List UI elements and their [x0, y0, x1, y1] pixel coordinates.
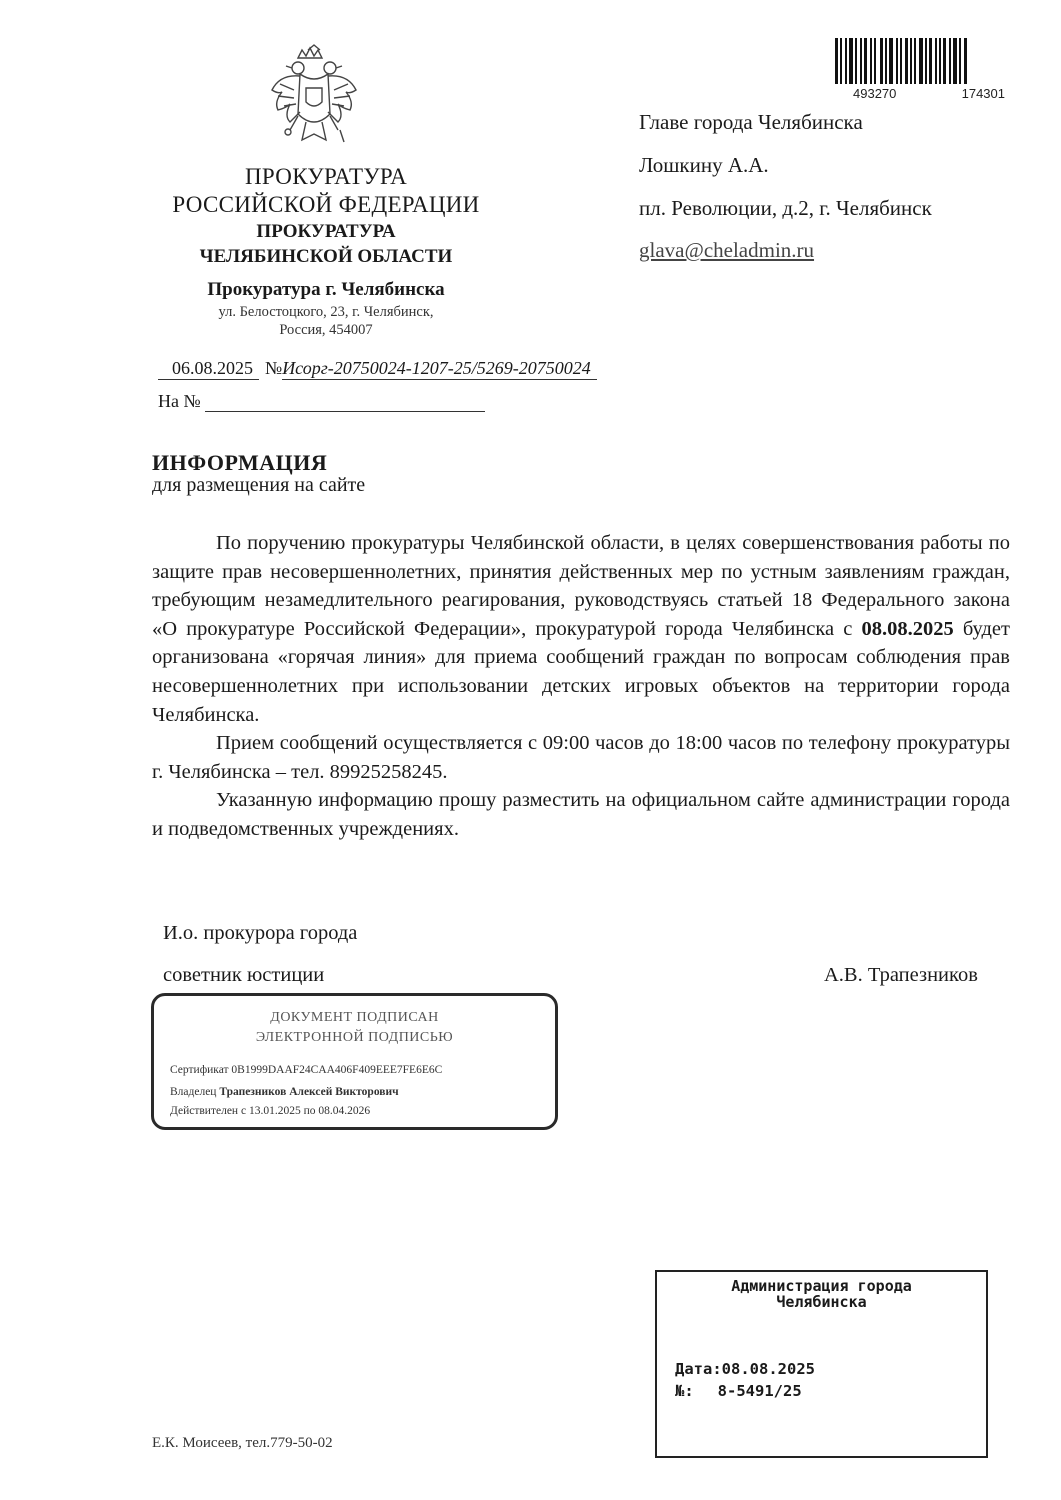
incoming-date: 08.08.2025 — [721, 1360, 815, 1378]
incoming-number-row: №: 8-5491/25 — [675, 1382, 802, 1400]
certificate-owner: Трапезников Алексей Викторович — [219, 1086, 399, 1098]
registration-date: 06.08.2025 — [158, 358, 259, 380]
electronic-signature-stamp — [151, 993, 558, 1130]
registration-number-sign: № — [265, 358, 283, 378]
e-stamp-certificate: Сертификат 0B1999DAAF24CAA406F409EEE7FE6E6C — [170, 1064, 443, 1076]
issuer-line-3: ПРОКУРАТУРА — [256, 221, 396, 242]
body-paragraph-3: Указанную информацию прошу разместить на официальном сайте администрации города и подведомственных учреждениях. — [152, 789, 1010, 840]
body-paragraph-1: По поручению прокуратуры Челябинской области, в целях совершенствования работы по защите прав несовершеннолетних, принятия действенных мер по устным заявлениям граждан, требующим незамедлительного реагирования, руководствуясь статьей 18 Федерального закона «О прокуратуре Российской Федерации», прокуратурой города Челябинска с 08.08.2025 будет организована «горячая линия» для приема сообщений граждан по вопросам соблюдения прав несовершеннолетних при использовании детских игровых объектов на территории города Челябинска. — [152, 532, 1010, 726]
hotline-start-date: 08.08.2025 — [861, 617, 954, 640]
issuer-line-4: ЧЕЛЯБИНСКОЙ ОБЛАСТИ — [199, 246, 453, 267]
addressee-email-link[interactable]: glava@cheladmin.ru — [639, 238, 815, 262]
issuer-address-line-2: Россия, 454007 — [279, 322, 373, 338]
signatory-rank: советник юстиции — [163, 964, 325, 986]
addressee-line-2: Лошкину А.А. — [639, 153, 769, 177]
document-title: ИНФОРМАЦИЯ — [152, 450, 328, 475]
reference-line — [158, 391, 485, 412]
issuer-line-1: ПРОКУРАТУРА — [245, 164, 407, 189]
document-body — [152, 529, 1010, 844]
barcode-left-code: 493270 — [853, 86, 897, 101]
incoming-date-row: Дата:08.08.2025 — [675, 1360, 815, 1378]
e-stamp-heading-1: ДОКУМЕНТ ПОДПИСАН — [270, 1010, 439, 1025]
signatory-name: А.В. Трапезников — [824, 964, 978, 986]
e-stamp-owner: Владелец Трапезников Алексей Викторович — [170, 1086, 399, 1098]
incoming-org-line-2: Челябинска — [776, 1293, 867, 1311]
reference-blank-line — [205, 394, 485, 412]
addressee-line-3: пл. Революции, д.2, г. Челябинск — [639, 196, 932, 220]
registration-number: Исорг-20750024-1207-25/5269-20750024 — [282, 358, 597, 380]
incoming-registration-stamp — [655, 1270, 988, 1458]
e-stamp-validity: Действителен с 13.01.2025 по 08.04.2026 — [170, 1105, 371, 1117]
issuer-address-line-1: ул. Белостоцкого, 23, г. Челябинск, — [218, 304, 434, 320]
issuer-line-2: РОССИЙСКОЙ ФЕДЕРАЦИИ — [172, 192, 480, 217]
coat-of-arms-emblem — [268, 44, 360, 156]
e-stamp-heading-2: ЭЛЕКТРОННОЙ ПОДПИСЬЮ — [255, 1030, 454, 1045]
reference-label: На № — [158, 391, 201, 411]
document-barcode — [835, 38, 1015, 104]
barcode-right-code: 174301 — [961, 86, 1005, 101]
issuer-office: Прокуратура г. Челябинска — [207, 279, 445, 300]
body-paragraph-2: Прием сообщений осуществляется с 09:00 часов до 18:00 часов по телефону прокуратуры г. Челябинска – тел. 89925258245. — [152, 732, 1010, 783]
registration-line — [158, 358, 597, 380]
document-subtitle: для размещения на сайте — [152, 474, 366, 496]
certificate-number: 0B1999DAAF24CAA406F409EEE7FE6E6C — [231, 1064, 443, 1076]
incoming-number: 8-5491/25 — [717, 1382, 802, 1400]
incoming-org-line-1: Администрация города — [731, 1277, 912, 1295]
barcode-bars — [835, 38, 1015, 84]
addressee-line-1: Главе города Челябинска — [639, 110, 863, 134]
executor-contact: Е.К. Моисеев, тел.779-50-02 — [152, 1435, 333, 1451]
signatory-position: И.о. прокурора города — [163, 922, 358, 944]
